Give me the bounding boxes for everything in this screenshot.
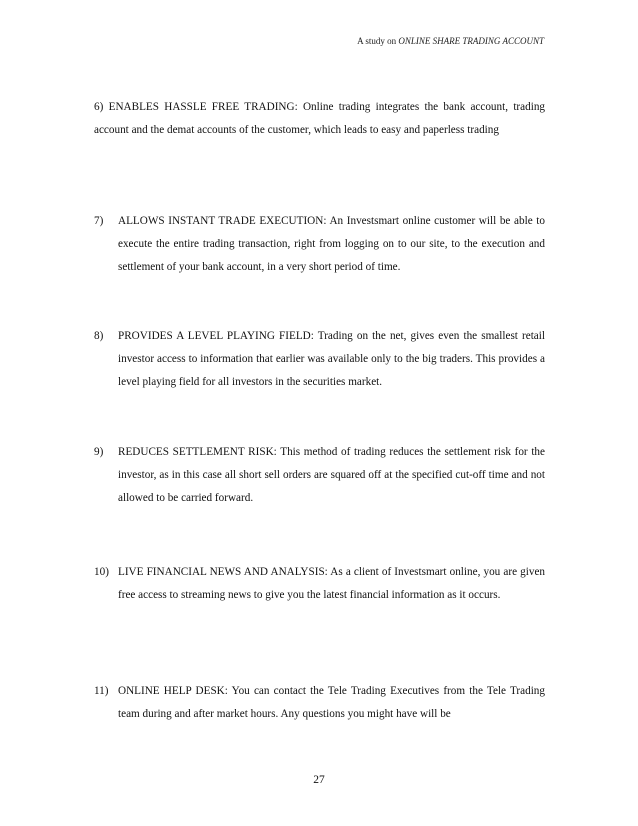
item-number: 6) (94, 101, 104, 113)
list-item-7 (94, 210, 545, 279)
item-text: ALLOWS INSTANT TRADE EXECUTION: An Investsmart online customer will be able to execute the entire trading transaction, right from logging on to our site, to the execution and settlement of your bank account, in a very short period of time. (118, 215, 545, 273)
header-title: ONLINE SHARE TRADING ACCOUNT (398, 36, 544, 46)
item-text: REDUCES SETTLEMENT RISK: This method of trading reduces the settlement risk for the investor, as in this case all short sell orders are squared off at the specified cut-off time and not allowed to be carried forward. (118, 446, 545, 504)
list-item-8 (94, 325, 545, 394)
list-item-11 (94, 680, 545, 726)
item-text: PROVIDES A LEVEL PLAYING FIELD: Trading on the net, gives even the smallest retail investor access to information that earlier was available only to the big traders. This provides a level playing field for all investors in the securities market. (118, 330, 545, 388)
list-item-6 (94, 96, 545, 142)
item-number: 11) (94, 685, 109, 697)
list-item-9 (94, 441, 545, 510)
running-header (357, 36, 544, 46)
item-number: 8) (94, 330, 104, 342)
item-text: ONLINE HELP DESK: You can contact the Tele Trading Executives from the Tele Trading team during and after market hours. Any questions you might have will be (118, 685, 545, 720)
item-number: 10) (94, 566, 109, 578)
item-number: 9) (94, 446, 104, 458)
item-number: 7) (94, 215, 104, 227)
page-number: 27 (313, 774, 325, 786)
header-prefix: A study on (357, 36, 399, 46)
list-item-10 (94, 561, 545, 607)
item-text: ENABLES HASSLE FREE TRADING: Online trading integrates the bank account, trading account and the demat accounts of the customer, which leads to easy and paperless trading (94, 101, 546, 136)
item-text: LIVE FINANCIAL NEWS AND ANALYSIS: As a client of Investsmart online, you are given free access to streaming news to give you the latest financial information as it occurs. (118, 566, 545, 601)
